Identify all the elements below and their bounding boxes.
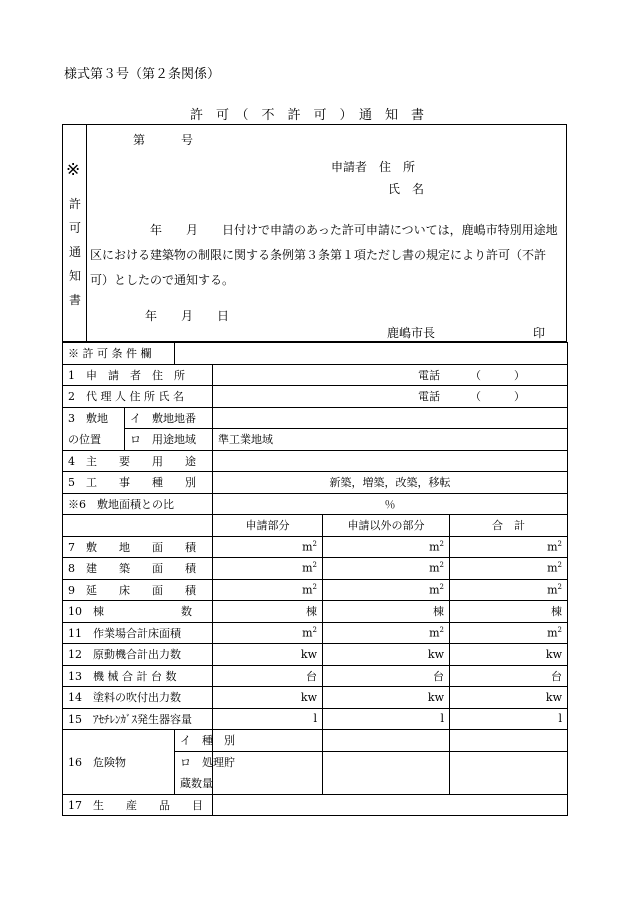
table-row xyxy=(63,364,568,386)
hazmat-cell xyxy=(450,730,568,752)
unit-cell: l xyxy=(450,708,568,730)
row-label: 14 塗料の吹付出力数 xyxy=(63,687,213,709)
unit-cell: 棟 xyxy=(450,601,568,623)
permit-number-label: 第 号 xyxy=(133,133,194,147)
row-label: 13 機 械 合 計 台 数 xyxy=(63,665,213,687)
unit-cell: kw xyxy=(213,644,323,666)
row-label: 12 原動機合計出力数 xyxy=(63,644,213,666)
unit-cell: kw xyxy=(450,687,568,709)
unit-cell: $m^2$ xyxy=(323,579,450,601)
form-number: 様式第３号（第２条関係） xyxy=(64,67,221,82)
table-row xyxy=(63,407,568,429)
unit-cell: $m^2$ xyxy=(450,579,568,601)
hazmat-quantity-label-b: 蔵数量 xyxy=(175,773,213,795)
products-label: 17 生 産 品 目 xyxy=(63,794,213,816)
unit-cell: 台 xyxy=(213,665,323,687)
unit-cell: 棟 xyxy=(213,601,323,623)
row-label: 9 延 床 面 積 xyxy=(63,579,213,601)
table-row xyxy=(63,730,568,752)
table-row xyxy=(63,794,568,816)
unit-cell: $m^2$ xyxy=(450,558,568,580)
site-ratio-value: ％ xyxy=(213,493,568,515)
construction-type-label: 5 工 事 種 別 xyxy=(63,472,213,494)
applicant-address-cell: 1 申 請 者 住 所 xyxy=(63,364,213,386)
table-row xyxy=(63,450,568,472)
unit-cell: $m^2$ xyxy=(213,558,323,580)
hazmat-label: 16 危険物 xyxy=(63,730,175,795)
application-details-table xyxy=(62,342,568,816)
row-label: 15 ｱｾﾁﾚﾝｶﾞｽ発生器容量 xyxy=(63,708,213,730)
tel-label: 電話 xyxy=(418,390,441,404)
side-char-5: 書 xyxy=(68,293,81,307)
column-header-other: 申請以外の部分 xyxy=(323,515,450,537)
tel-paren: （ ） xyxy=(470,368,526,382)
lot-number-value xyxy=(213,407,568,429)
side-char-4: 知 xyxy=(68,269,81,283)
hazmat-cell xyxy=(323,751,450,794)
site-location-label-a: 3 敷地 xyxy=(63,407,125,429)
notice-side-column xyxy=(63,125,87,341)
unit-cell: $m^2$ xyxy=(213,579,323,601)
side-char-3: 通 xyxy=(68,245,81,259)
permit-conditions-row xyxy=(63,343,568,365)
agent-value xyxy=(213,386,568,408)
applicant-address-label: 申請者 住 所 xyxy=(331,160,416,174)
row-label: 8 建 築 面 積 xyxy=(63,558,213,580)
column-header-applied: 申請部分 xyxy=(213,515,323,537)
table-row xyxy=(63,601,568,623)
column-header-total: 合 計 xyxy=(450,515,568,537)
row-label: 7 敷 地 面 積 xyxy=(63,536,213,558)
unit-cell: $m^2$ xyxy=(213,622,323,644)
tel-label: 電話 xyxy=(418,368,441,382)
tel-paren: （ ） xyxy=(470,390,526,404)
applicant-address-value xyxy=(213,364,568,386)
agent-cell: 2 代 理 人 住 所 氏 名 xyxy=(63,386,213,408)
unit-cell: 棟 xyxy=(323,601,450,623)
unit-cell: $m^2$ xyxy=(213,536,323,558)
permit-conditions-label: ※ 許 可 条 件 欄 xyxy=(63,343,175,365)
construction-type-value: 新築，増築，改築，移転 xyxy=(213,472,568,494)
table-row xyxy=(63,558,568,580)
table-row xyxy=(63,644,568,666)
table-row xyxy=(63,622,568,644)
row-label: 10 棟 数 xyxy=(63,601,213,623)
applicant-name-label: 氏 名 xyxy=(388,182,425,196)
unit-cell: kw xyxy=(323,644,450,666)
site-location-label-b: の位置 xyxy=(63,429,125,451)
table-row xyxy=(63,536,568,558)
lot-number-label: イ 敷地地番 xyxy=(125,407,213,429)
table-row xyxy=(63,687,568,709)
seal-mark: 印 xyxy=(533,326,546,340)
notice-body-text: 年 月 日付けで申請のあった許可申請については，鹿嶋市特別用途地区における建築物の制限に関する条例第３条第１項ただし書の規定により許可（不許可）としたので通知する。 xyxy=(90,223,558,287)
unit-cell: $m^2$ xyxy=(450,622,568,644)
notice-box xyxy=(62,124,567,342)
column-header-row xyxy=(63,515,568,537)
main-use-value xyxy=(213,450,568,472)
table-row xyxy=(63,386,568,408)
mayor-label: 鹿嶋市長 xyxy=(387,326,436,340)
unit-cell: $m^2$ xyxy=(323,622,450,644)
notice-date-line: 年 月 日 xyxy=(145,309,230,323)
unit-cell: $m^2$ xyxy=(450,536,568,558)
document-title: 許 可 （ 不 許 可 ） 通 知 書 xyxy=(190,108,425,123)
main-use-label: 4 主 要 用 途 xyxy=(63,450,213,472)
site-ratio-label: ※6 敷地面積との比 xyxy=(63,493,213,515)
unit-cell: kw xyxy=(213,687,323,709)
side-char-2: 可 xyxy=(68,221,81,235)
hazmat-type-label: イ 種 別 xyxy=(175,730,213,752)
unit-cell: kw xyxy=(323,687,450,709)
unit-cell: kw xyxy=(450,644,568,666)
zoning-value: 準工業地域 xyxy=(213,429,568,451)
unit-cell: 台 xyxy=(323,665,450,687)
hazmat-quantity-label-a: ロ 処理貯 xyxy=(175,751,213,773)
unit-cell: l xyxy=(323,708,450,730)
table-row xyxy=(63,429,568,451)
table-row xyxy=(63,579,568,601)
zoning-label: ロ 用途地域 xyxy=(125,429,213,451)
hazmat-cell xyxy=(323,730,450,752)
table-row xyxy=(63,665,568,687)
unit-cell: $m^2$ xyxy=(323,558,450,580)
table-row xyxy=(63,708,568,730)
hazmat-cell xyxy=(450,751,568,794)
row-label: 11 作業場合計床面積 xyxy=(63,622,213,644)
unit-cell: $m^2$ xyxy=(323,536,450,558)
side-char-1: 許 xyxy=(68,197,81,211)
table-row xyxy=(63,493,568,515)
table-row xyxy=(63,472,568,494)
unit-cell: l xyxy=(213,708,323,730)
header-blank xyxy=(63,515,213,537)
unit-cell: 台 xyxy=(450,665,568,687)
products-value xyxy=(213,794,568,816)
permit-conditions-value xyxy=(175,343,568,365)
note-mark: ※ xyxy=(66,160,81,180)
